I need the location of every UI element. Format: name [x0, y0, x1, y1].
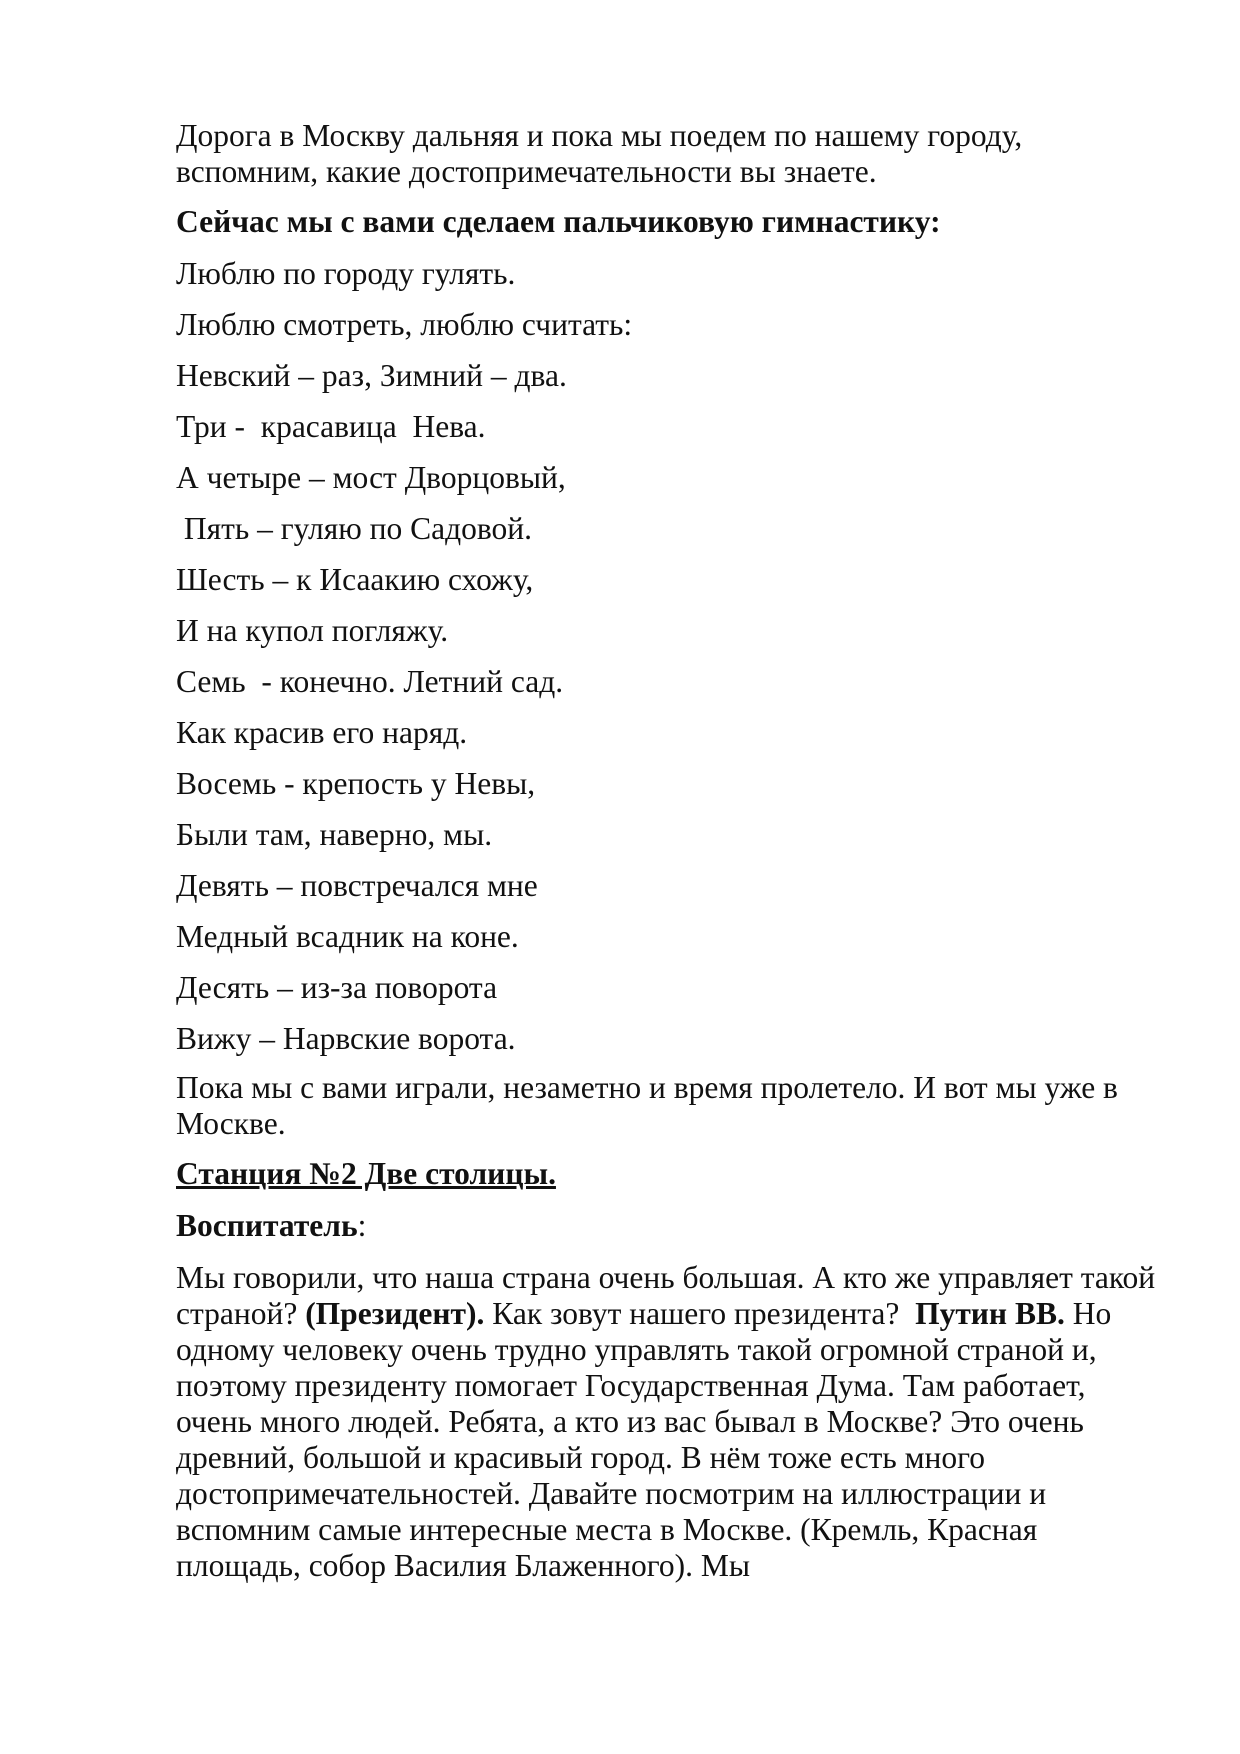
- poem-line: Вижу – Нарвские ворота.: [176, 1021, 516, 1056]
- poem-line: Люблю смотреть, люблю считать:: [176, 307, 633, 342]
- gymnastics-heading: Сейчас мы с вами сделаем пальчиковую гимнастику:: [176, 204, 941, 239]
- final-paragraph: [176, 1260, 1156, 1584]
- poem-line: А четыре – мост Дворцовый,: [176, 460, 566, 495]
- poem-line: Как красив его наряд.: [176, 715, 468, 750]
- poem-line: Шесть – к Исаакию схожу,: [176, 562, 534, 597]
- poem-line: Люблю по городу гулять.: [176, 256, 516, 291]
- poem-line: Восемь - крепость у Невы,: [176, 766, 536, 801]
- intro-paragraph: Дорога в Москву дальняя и пока мы поедем по нашему городу, вспомним, какие достопримечательности вы знаете.: [176, 118, 1023, 189]
- poem-line: И на купол погляжу.: [176, 613, 449, 648]
- educator-colon: :: [357, 1208, 367, 1243]
- finger-gymnastics-poem: [176, 256, 1156, 1057]
- poem-line: Невский – раз, Зимний – два.: [176, 358, 567, 393]
- poem-line: Три - красавица Нева.: [176, 409, 486, 444]
- poem-line: Семь - конечно. Летний сад.: [176, 664, 564, 699]
- final-answer-putin: Путин ВВ.: [915, 1296, 1065, 1331]
- document-body: [176, 118, 1156, 1584]
- poem-line: Были там, наверно, мы.: [176, 817, 493, 852]
- final-answer-president: (Президент).: [305, 1296, 485, 1331]
- poem-line: Пять – гуляю по Садовой.: [176, 511, 533, 546]
- poem-line: Десять – из-за поворота: [176, 970, 498, 1005]
- final-text-part2: Как зовут нашего президента?: [484, 1296, 916, 1331]
- educator-line: [176, 1208, 1156, 1244]
- poem-line: Медный всадник на коне.: [176, 919, 519, 954]
- educator-label: Воспитатель: [176, 1208, 358, 1243]
- station-heading: Станция №2 Две столицы.: [176, 1156, 556, 1191]
- final-text-part1: Мы говорили, что наша страна очень большая. А кто же управляет такой страной?: [176, 1260, 1156, 1331]
- poem-line: Девять – повстречался мне: [176, 868, 538, 903]
- after-game-paragraph: Пока мы с вами играли, незаметно и время пролетело. И вот мы уже в Москве.: [176, 1070, 1118, 1141]
- final-text-part3: Но одному человеку очень трудно управлять такой огромной страной и, поэтому президенту помогает Государственная Дума. Там работает, очень много людей. Ребята, а кто из вас бывал в Москве? Это очень древний, большой и красивый город. В нём тоже есть много достопримечательностей. Давайте посмотрим на иллюстрации и вспомним самые интересные места в Москве. (Кремль, Красная площадь, собор Василия Блаженного). Мы: [176, 1296, 1112, 1583]
